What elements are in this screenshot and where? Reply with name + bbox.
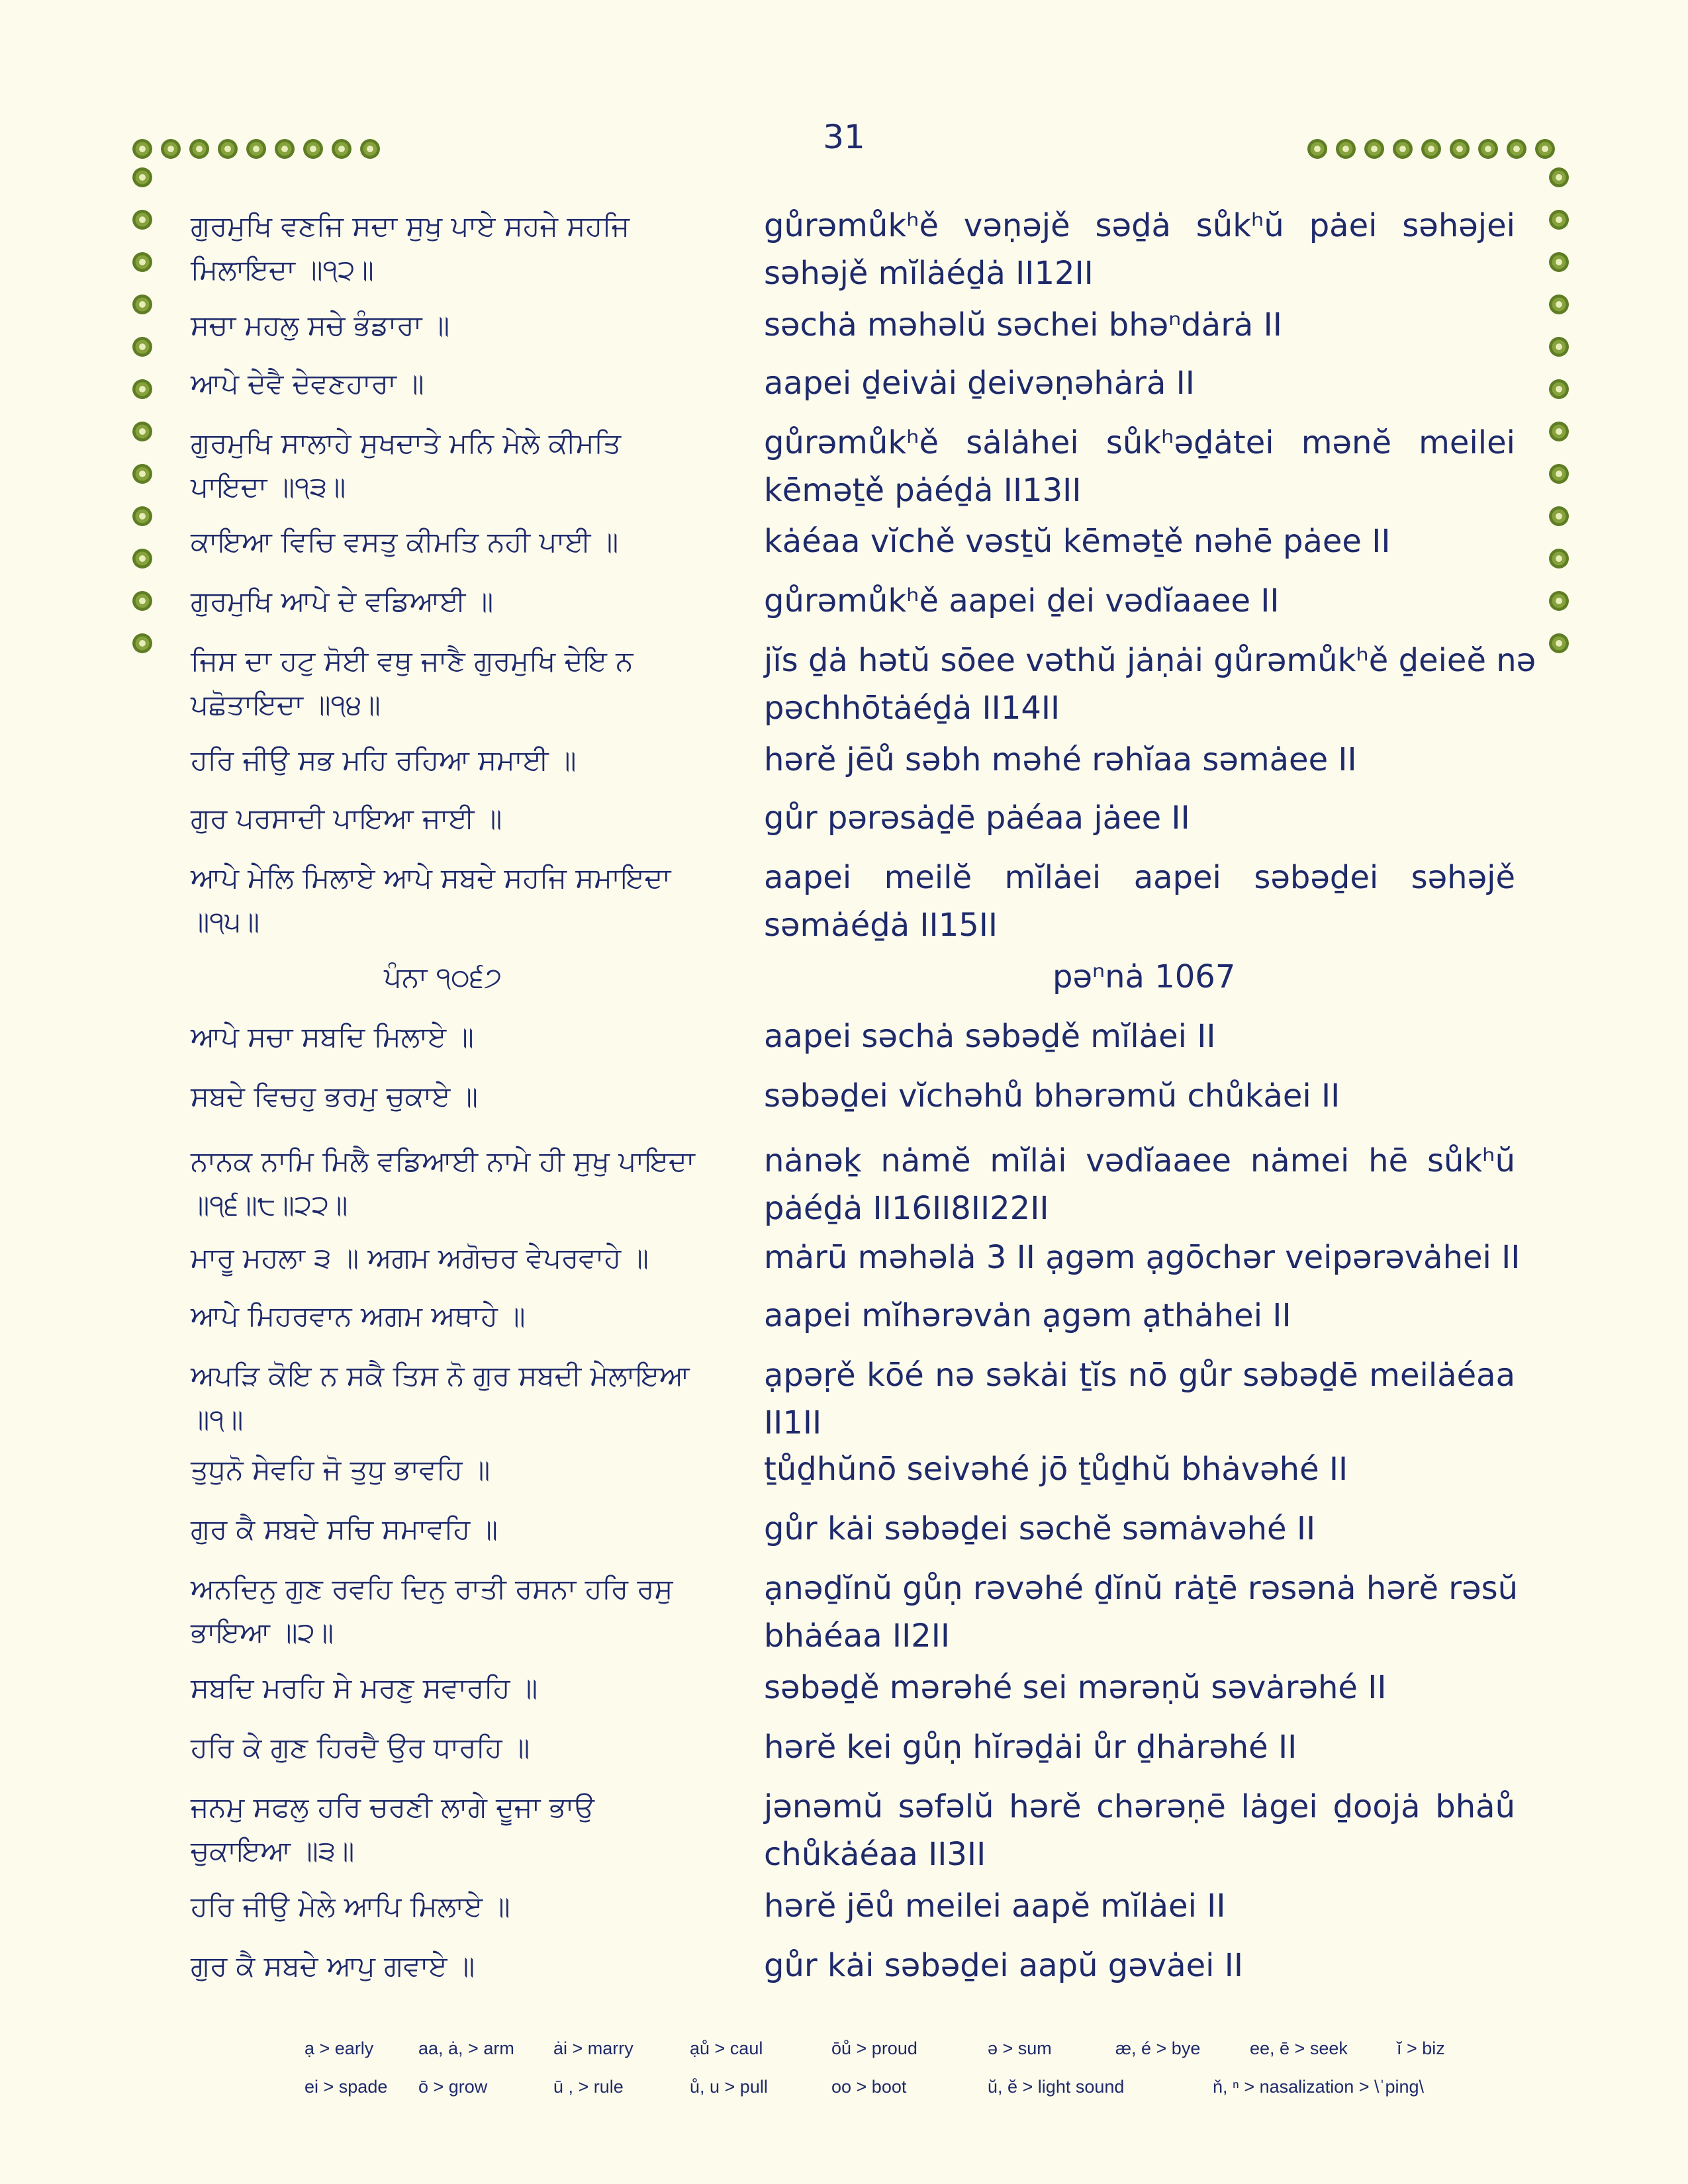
transliteration-line: səbəḏě mərəhé sei mərəṇŭ səvȧrəhé II [764, 1669, 1387, 1706]
legend-item: ŭ, ĕ > light sound [988, 2077, 1125, 2097]
gurmukhi-text [191, 304, 449, 347]
gurmukhi-line: ਸਬਦਿ ਮਰਹਿ ਸੇ ਮਰਣੁ ਸਵਾਰਹਿ ॥ [191, 1672, 538, 1704]
gurmukhi-text [191, 1236, 649, 1280]
transliteration-line: pəⁿnȧ 1067 [1053, 958, 1236, 995]
gurmukhi-text [191, 1508, 498, 1551]
gurmukhi-line: ਪਾਇਦਾ ॥੧੩॥ [191, 471, 346, 503]
transliteration-line: pəchhōtȧéḏȧ II14II [764, 690, 1060, 727]
gurmukhi-line: ਭਾਇਆ ॥੨॥ [191, 1616, 334, 1649]
gurmukhi-text [191, 1075, 478, 1118]
gurmukhi-line: ਹਰਿ ਕੇ ਗੁਣ ਹਿਰਦੈ ਉਰ ਧਾਰਹਿ ॥ [191, 1731, 530, 1764]
transliteration-line: aapei ḏeivȧi ḏeivəṇəhȧrȧ II [764, 365, 1195, 402]
transliteration-line: pȧéḏȧ II16II8II22II [764, 1190, 1049, 1227]
gurmukhi-text [191, 580, 493, 623]
transliteration-text [764, 1351, 1515, 1447]
page-number: 31 [823, 118, 865, 156]
transliteration-text [764, 1013, 1515, 1060]
gurmukhi-line: ਪਛੋਤਾਇਦਾ ॥੧੪॥ [191, 688, 381, 721]
gurmukhi-line: ਪੰਨਾ ੧੦੬੭ [384, 961, 502, 993]
gurmukhi-line: ਨਾਨਕ ਨਾਮਿ ਮਿਲੈ ਵਡਿਆਈ ਨਾਮੇ ਹੀ ਸੁਖੁ ਪਾਇਦਾ [191, 1145, 695, 1177]
legend-item: ạů > caul [690, 2038, 763, 2058]
gurmukhi-line: ਗੁਰ ਪਰਸਾਦੀ ਪਾਇਆ ਜਾਈ ॥ [191, 802, 502, 835]
transliteration-line: jənəmŭ səfəlŭ hərĕ chərəṇē lȧgei ḏoojȧ bhȧů [764, 1788, 1515, 1825]
gurmukhi-line: ॥੧੫॥ [191, 905, 260, 938]
gurmukhi-line: ਆਪੇ ਮੇਲਿ ਮਿਲਾਏ ਆਪੇ ਸਬਦੇ ਸਹਜਿ ਸਮਾਇਦਾ [191, 862, 671, 894]
transliteration-line: gůrəmůkʰě aapei ḏei vədĭaaee II [764, 582, 1280, 619]
gurmukhi-text [191, 422, 621, 509]
transliteration-text [764, 1942, 1515, 1989]
gurmukhi-text [191, 520, 618, 564]
transliteration-line: kȧéaa vĭchě vəsṯŭ kēməṯě nəhē pȧee II [764, 523, 1391, 560]
transliteration-line: mȧrū məhəlȧ 3 II ạgəm ạgōchər veipərəvȧhei II [764, 1239, 1521, 1276]
legend-item: ōů > proud [831, 2038, 917, 2058]
legend-item: oo > boot [831, 2077, 907, 2097]
gurmukhi-text [191, 1295, 526, 1338]
transliteration-text [764, 1445, 1515, 1493]
gurmukhi-line: ਮਿਲਾਇਦਾ ॥੧੨॥ [191, 253, 374, 286]
transliteration-line: jĭs ḏȧ hətŭ sōee vəthŭ jȧṇȧi gůrəmůkʰě ḏeieĕ nə [764, 642, 1536, 679]
transliteration-text [764, 359, 1515, 407]
legend-item: æ, é > bye [1115, 2038, 1201, 2058]
transliteration-text [764, 518, 1515, 565]
gurmukhi-text [191, 1140, 695, 1227]
gurmukhi-line: ਹਰਿ ਜੀਉ ਸਭ ਮਹਿ ਰਹਿਆ ਸਮਾਈ ॥ [191, 744, 577, 776]
transliteration-line: gůrəmůkʰě vəṇəjě səḏȧ sůkʰŭ pȧei səhəjei [764, 207, 1515, 244]
transliteration-line: hərĕ jēů səbh məhé rəhĭaa səmȧee II [764, 741, 1357, 778]
gurmukhi-line: ਜਨਮੁ ਸਫਲੁ ਹਰਿ ਚਰਣੀ ਲਾਗੇ ਦੂਜਾ ਭਾਉ [191, 1791, 594, 1823]
gurmukhi-line: ਆਪੇ ਮਿਹਰਵਾਨ ਅਗਮ ਅਥਾਹੇ ॥ [191, 1300, 526, 1332]
legend-item: aa, ȧ, > arm [418, 2038, 514, 2058]
gurmukhi-line: ਗੁਰ ਕੈ ਸਬਦੇ ਆਪੁ ਗਵਾਏ ॥ [191, 1950, 475, 1982]
transliteration-line: səbəḏei vĭchəhů bhərəmŭ chůkȧei II [764, 1077, 1340, 1115]
transliteration-line: bhȧéaa II2II [764, 1617, 951, 1655]
gurmukhi-text [191, 205, 630, 292]
gurmukhi-text [191, 362, 424, 406]
gurmukhi-text [191, 1944, 475, 1988]
legend-item: ō > grow [418, 2077, 488, 2097]
gurmukhi-line: ਆਪੇ ਦੇਵੈ ਦੇਵਣਹਾਰਾ ॥ [191, 367, 424, 400]
gurmukhi-line: ਗੁਰਮੁਖਿ ਆਪੇ ਦੇ ਵਡਿਆਈ ॥ [191, 585, 494, 617]
gurmukhi-text [191, 1786, 594, 1873]
legend-item: ee, ē > seek [1250, 2038, 1348, 2058]
transliteration-text [764, 1783, 1515, 1878]
gurmukhi-line: ਆਪੇ ਸਚਾ ਸਬਦਿ ਮਿਲਾਏ ॥ [191, 1021, 474, 1053]
transliteration-text [1053, 953, 1235, 1001]
transliteration-line: səchȧ məhəlŭ səchei bhəⁿdȧrȧ II [764, 306, 1282, 343]
transliteration-line: səhəjě mĭlȧéḏȧ II12II [764, 255, 1094, 292]
transliteration-text [764, 202, 1515, 297]
transliteration-line: gůr pərəsȧḏē pȧéaa jȧee II [764, 799, 1190, 837]
legend-item: ȧi > marry [553, 2038, 633, 2058]
transliteration-text [764, 1072, 1515, 1120]
transliteration-text [764, 854, 1515, 949]
gurmukhi-text [191, 1448, 490, 1492]
gurmukhi-line: ਚੁਕਾਇਆ ॥੩॥ [191, 1835, 355, 1867]
transliteration-text [764, 637, 1536, 732]
transliteration-line: aapei mĭhərəvȧn ạgəm ạthȧhei II [764, 1297, 1291, 1334]
transliteration-line: gůrəmůkʰě sȧlȧhei sůkʰəḏȧtei mənĕ meilei [764, 424, 1515, 461]
transliteration-line: nȧnəḵ nȧmĕ mĭlȧi vədĭaaee nȧmei hē sůkʰŭ [764, 1142, 1515, 1179]
legend-item: ə > sum [988, 2038, 1052, 2058]
gurmukhi-line: ਗੁਰਮੁਖਿ ਸਾਲਾਹੇ ਸੁਖਦਾਤੇ ਮਨਿ ਮੇਲੇ ਕੀਮਤਿ [191, 427, 622, 459]
transliteration-text [764, 1292, 1515, 1340]
gurmukhi-line: ਜਿਸ ਦਾ ਹਟੁ ਸੋਈ ਵਥੁ ਜਾਣੈ ਗੁਰਮੁਖਿ ਦੇਇ ਨ [191, 645, 633, 677]
transliteration-text [764, 1664, 1515, 1711]
gurmukhi-text [191, 856, 671, 944]
gurmukhi-line: ਸਬਦੇ ਵਿਚਹੁ ਭਰਮੁ ਚੁਕਾਏ ॥ [191, 1080, 478, 1113]
gurmukhi-line: ਮਾਰੂ ਮਹਲਾ ੩ ॥ ਅਗਮ ਅਗੋਚਰ ਵੇਪਰਵਾਹੇ ॥ [191, 1242, 649, 1274]
gurmukhi-text [191, 1666, 538, 1710]
gurmukhi-text [191, 797, 502, 841]
transliteration-text [764, 1882, 1515, 1930]
legend-item: ň, ⁿ > nasalization > \ˈping\ [1213, 2077, 1425, 2097]
transliteration-text [764, 1723, 1515, 1771]
transliteration-line: ṯůḏhŭnō seivəhé jō ṯůḏhŭ bhȧvəhé II [764, 1451, 1348, 1488]
legend-item: ĭ > biz [1397, 2038, 1445, 2058]
transliteration-text [764, 419, 1515, 514]
transliteration-text [764, 1234, 1521, 1281]
gurmukhi-text [191, 1015, 474, 1059]
transliteration-line: gůr kȧi səbəḏei aapŭ gəvȧei II [764, 1947, 1244, 1984]
transliteration-line: II1II [764, 1404, 822, 1441]
legend-item: ů, u > pull [690, 2077, 768, 2097]
transliteration-line: chůkȧéaa II3II [764, 1836, 986, 1873]
gurmukhi-line: ਸਚਾ ਮਹਲੁ ਸਚੇ ਭੰਡਾਰਾ ॥ [191, 309, 450, 341]
transliteration-text [764, 1565, 1518, 1660]
legend-item: ū , > rule [553, 2077, 624, 2097]
transliteration-line: hərĕ kei gůṇ hĭrəḏȧi ůr ḏhȧrəhé II [764, 1729, 1297, 1766]
transliteration-line: aapei meilĕ mĭlȧei aapei səbəḏei səhəjě [764, 859, 1515, 896]
transliteration-text [764, 301, 1515, 349]
gurmukhi-text [191, 639, 633, 727]
transliteration-line: aapei səchȧ səbəḏě mĭlȧei II [764, 1018, 1216, 1055]
transliteration-text [764, 794, 1515, 842]
gurmukhi-text [384, 956, 502, 999]
gurmukhi-line: ਗੁਰਮੁਖਿ ਵਣਜਿ ਸਦਾ ਸੁਖੁ ਪਾਏ ਸਹਜੇ ਸਹਜਿ [191, 210, 630, 242]
gurmukhi-text [191, 1567, 673, 1655]
gurmukhi-line: ਤੁਧੁਨੋ ਸੇਵਹਿ ਜੋ ਤੁਧੁ ਭਾਵਹਿ ॥ [191, 1453, 491, 1486]
transliteration-line: hərĕ jēů meilei aapĕ mĭlȧei II [764, 1888, 1226, 1925]
transliteration-line: gůr kȧi səbəḏei səchĕ səmȧvəhé II [764, 1510, 1316, 1547]
gurmukhi-line: ॥੧੬॥੮॥੨੨॥ [191, 1189, 348, 1221]
transliteration-line: kēməṯě pȧéḏȧ II13II [764, 472, 1082, 509]
transliteration-text [764, 736, 1515, 784]
legend-item: ạ > early [305, 2038, 374, 2058]
transliteration-text [764, 1137, 1515, 1232]
transliteration-line: səmȧéḏȧ II15II [764, 907, 998, 944]
transliteration-text [764, 577, 1515, 625]
gurmukhi-text [191, 739, 577, 782]
legend-item: ei > spade [305, 2077, 388, 2097]
gurmukhi-line: ਕਾਇਆ ਵਿਚਿ ਵਸਤੁ ਕੀਮਤਿ ਨਹੀ ਪਾਈ ॥ [191, 525, 619, 558]
gurmukhi-line: ਗੁਰ ਕੈ ਸਬਦੇ ਸਚਿ ਸਮਾਵਹਿ ॥ [191, 1513, 498, 1545]
gurmukhi-line: ਹਰਿ ਜੀਉ ਮੇਲੇ ਆਪਿ ਮਿਲਾਏ ॥ [191, 1890, 510, 1923]
gurmukhi-text [191, 1726, 530, 1770]
gurmukhi-text [191, 1354, 690, 1441]
transliteration-line: ạnəḏĭnŭ gůṇ rəvəhé ḏĭnŭ rȧṯē rəsənȧ hərĕ rəsŭ [764, 1570, 1518, 1607]
gurmukhi-line: ਅਪੜਿ ਕੋਇ ਨ ਸਕੈ ਤਿਸ ਨੋ ਗੁਰ ਸਬਦੀ ਮੇਲਾਇਆ [191, 1359, 690, 1392]
gurmukhi-text [191, 1885, 510, 1929]
transliteration-text [764, 1505, 1515, 1553]
gurmukhi-line: ਅਨਦਿਨੁ ਗੁਣ ਰਵਹਿ ਦਿਨੁ ਰਾਤੀ ਰਸਨਾ ਹਰਿ ਰਸੁ [191, 1572, 673, 1605]
gurmukhi-line: ॥੧॥ [191, 1403, 244, 1435]
transliteration-line: ạpəṛě kōé nə səkȧi ṯĭs nō gůr səbəḏē meilȧéaa [764, 1357, 1515, 1394]
